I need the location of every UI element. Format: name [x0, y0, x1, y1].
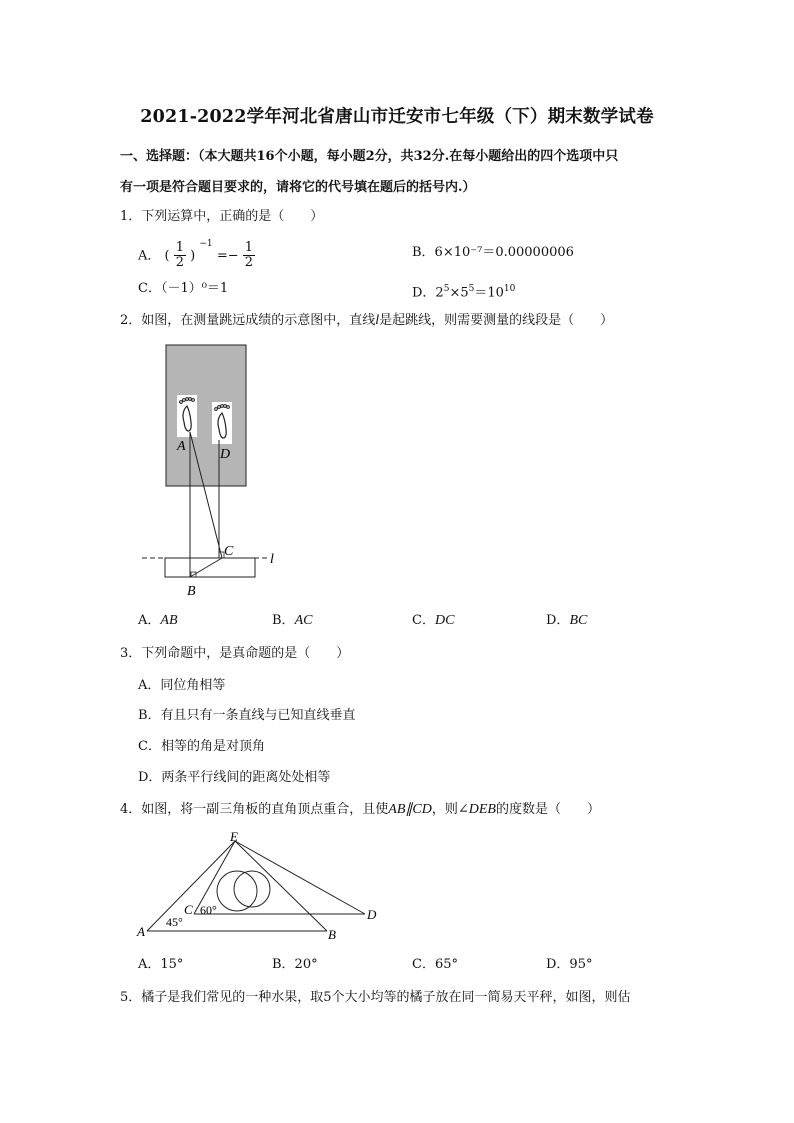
q2-label-B: B: [187, 584, 196, 599]
q3-option-c: C．相等的角是对顶角: [138, 739, 265, 754]
q4-option-d: D．95°: [546, 957, 593, 972]
q2-label-l: l: [270, 552, 274, 567]
q1-option-d-mid: ×5: [449, 285, 469, 301]
q4-stem-post: 的度数是（ ）: [495, 802, 600, 817]
q1-option-a-lparen: (: [164, 248, 170, 264]
q1-option-a-denominator: 2: [175, 255, 185, 271]
q2-label-C: C: [224, 544, 234, 559]
q3-option-a: A．同位角相等: [138, 678, 226, 693]
q2-stem-var: l: [375, 313, 380, 328]
q2-option-c-value: DC: [434, 613, 455, 628]
q2-option-c: [412, 612, 454, 630]
q2-option-a-label: A．: [138, 613, 161, 628]
q1-option-a: [138, 236, 255, 272]
q1-option-d-exp2: 5: [468, 284, 475, 294]
q4-line-EB: [235, 841, 327, 931]
section-heading-line1: 一、选择题：（本大题共16个小题，每小题2分，共32分.在每小题给出的四个选项中只: [120, 149, 619, 164]
q4-label-C: C: [184, 902, 193, 917]
q2-option-c-label: C．: [412, 613, 435, 628]
q4-stem-angle: DEB: [468, 802, 496, 817]
q4-label-A: A: [137, 924, 145, 939]
q4-stem-parallel: AB∥CD: [388, 802, 432, 817]
q2-option-b-label: B．: [272, 613, 295, 628]
q2-label-A: A: [177, 439, 186, 454]
q4-label-B: B: [328, 927, 336, 942]
q3-option-b: B．有且只有一条直线与已知直线垂直: [138, 708, 356, 723]
q4-figure: [130, 828, 390, 946]
q1-option-a-exponent: −1: [199, 239, 213, 249]
q1-option-a-numerator: 1: [175, 240, 185, 256]
q4-protractor-circle-2: [234, 871, 270, 907]
footprint-right-icon: [212, 402, 232, 444]
q2-takeoff-board: [165, 558, 255, 577]
q4-protractor-circle-1: [217, 871, 257, 911]
q1-option-a-result-denominator: 2: [244, 255, 254, 271]
q1-option-a-fraction: [174, 241, 186, 270]
q2-option-a-value: AB: [160, 613, 178, 628]
q2-option-d-value: BC: [569, 613, 588, 628]
q4-stem-mid: ，则∠: [431, 802, 469, 817]
q1-option-a-result-fraction: [243, 241, 255, 270]
q1-stem: 1．下列运算中，正确的是（ ）: [120, 209, 324, 224]
q2-stem: [120, 312, 613, 330]
q1-option-d-exp1: 5: [443, 284, 450, 294]
q2-stem-post: 是起跳线，则需要测量的线段是（ ）: [379, 313, 614, 328]
q4-line-EA: [147, 841, 235, 931]
q5-stem: 5．橘子是我们常见的一种水果，取5个大小均等的橘子放在同一简易天平秤，如图，则估: [120, 990, 631, 1005]
q3-option-d: D．两条平行线间的距离处处相等: [138, 770, 331, 785]
q1-option-a-result-numerator: 1: [244, 240, 254, 256]
section-heading-line2: 有一项是符合题目要求的，请将它的代号填在题后的括号内.）: [120, 180, 476, 195]
q2-option-d-label: D．: [546, 613, 570, 628]
q4-line-ED: [235, 841, 365, 914]
q1-option-c: C．（－1）⁰＝1: [138, 281, 229, 296]
q3-stem: 3．下列命题中，是真命题的是（ ）: [120, 646, 350, 661]
q2-option-d: [546, 612, 587, 630]
q2-stem-pre: 2．如图，在测量跳远成绩的示意图中，直线: [120, 313, 376, 328]
q1-option-a-label: A．: [138, 248, 161, 264]
q2-label-D: D: [220, 447, 231, 462]
q1-option-d-base: D．2: [412, 285, 444, 301]
q4-angle-60: 60°: [200, 903, 217, 917]
q4-option-c: C．65°: [412, 957, 458, 972]
q2-option-b-value: AC: [294, 613, 313, 628]
footprint-left-icon: [177, 395, 197, 437]
q1-option-a-equals: =−: [216, 248, 239, 264]
q1-option-d: [412, 280, 515, 302]
q2-figure: [130, 340, 290, 602]
q4-stem-pre: 4．如图，将一副三角板的直角顶点重合，且使: [120, 802, 389, 817]
q4-option-b: B．20°: [272, 957, 318, 972]
q1-option-d-exp3: 10: [503, 284, 516, 294]
q4-angle-45: 45°: [166, 915, 183, 929]
q1-option-a-rparen: ): [190, 248, 196, 264]
q1-option-b: B．6×10⁻⁷＝0.00000006: [412, 245, 574, 260]
q2-option-a: [138, 612, 178, 630]
q4-stem: [120, 801, 600, 819]
q2-option-b: [272, 612, 312, 630]
q4-label-E: E: [230, 829, 238, 844]
q4-option-a: A．15°: [138, 957, 184, 972]
q1-option-d-eq: ＝10: [474, 285, 504, 301]
page-title: 2021-2022学年河北省唐山市迁安市七年级（下）期末数学试卷: [140, 107, 654, 127]
q4-label-D: D: [367, 907, 377, 922]
